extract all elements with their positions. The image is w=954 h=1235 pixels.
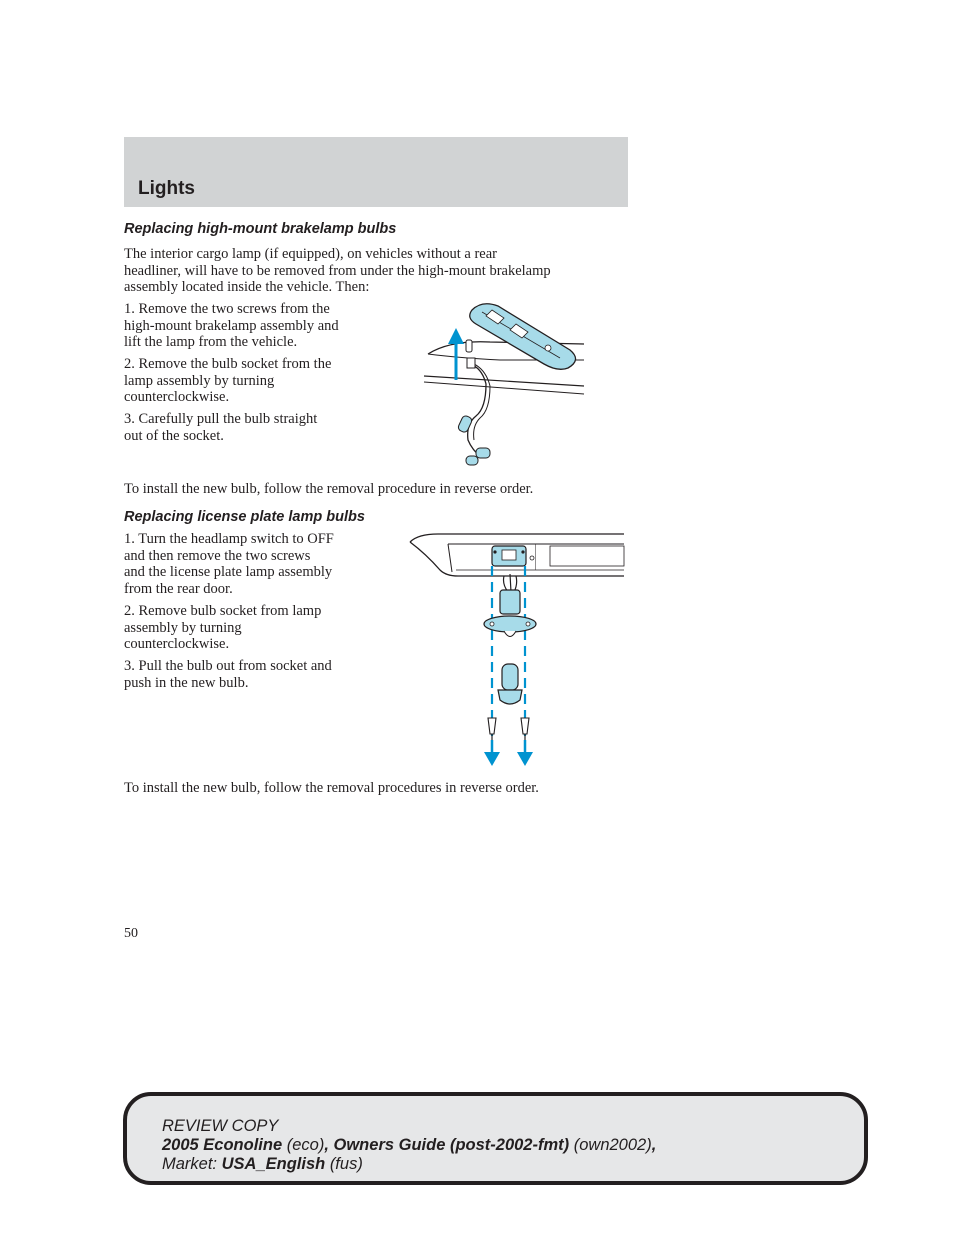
guide-code: (own2002) <box>573 1136 652 1154</box>
step-line: from the rear door. <box>124 580 233 597</box>
high-mount-intro <box>124 246 634 296</box>
step-line: lift the lamp from the vehicle. <box>124 334 298 350</box>
separator: , <box>651 1136 657 1154</box>
high-mount-step-3 <box>124 411 379 444</box>
license-plate-step-1 <box>124 531 379 597</box>
guide-name: Owners Guide (post-2002-fmt) <box>333 1136 570 1154</box>
step-line: 1. Turn the headlamp switch to OFF <box>124 531 334 547</box>
intro-line: The interior cargo lamp (if equipped), on vehicles without a rear <box>124 246 497 262</box>
step-line: lamp assembly by turning <box>124 372 275 389</box>
section-title: Lights <box>138 178 195 199</box>
high-mount-heading: Replacing high-mount brakelamp bulbs <box>124 221 397 237</box>
intro-line: headliner, will have to be removed from under the high-mount brakelamp <box>124 262 551 279</box>
license-plate-step-2 <box>124 603 379 653</box>
review-label: REVIEW COPY <box>162 1117 279 1135</box>
license-plate-step-3 <box>124 658 379 691</box>
license-plate-lamp-illustration <box>408 530 626 768</box>
step-line: 3. Pull the bulb out from socket and <box>124 658 332 674</box>
license-plate-install-note: To install the new bulb, follow the removal procedures in reverse order. <box>124 780 539 796</box>
intro-line: assembly located inside the vehicle. Then: <box>124 279 370 295</box>
step-line: 2. Remove bulb socket from lamp <box>124 603 322 619</box>
review-copy-footer-text <box>162 1117 656 1174</box>
market-label: Market: <box>162 1155 218 1173</box>
high-mount-step-1 <box>124 301 379 351</box>
separator: , <box>324 1136 329 1154</box>
step-line: assembly by turning <box>124 619 242 636</box>
step-line: and then remove the two screws <box>124 547 311 564</box>
section-header-band <box>124 137 628 207</box>
market-name: USA_English <box>221 1155 326 1173</box>
step-line: counterclockwise. <box>124 636 230 652</box>
step-line: counterclockwise. <box>124 389 230 405</box>
market-code: (fus) <box>329 1155 363 1173</box>
high-mount-brakelamp-illustration <box>420 298 590 470</box>
step-line: high-mount brakelamp assembly and <box>124 317 339 334</box>
step-line: 3. Carefully pull the bulb straight <box>124 411 318 427</box>
model-code: (eco) <box>286 1136 325 1154</box>
model-name: 2005 Econoline <box>162 1136 283 1154</box>
step-line: 2. Remove the bulb socket from the <box>124 356 332 372</box>
step-line: out of the socket. <box>124 427 224 444</box>
high-mount-step-2 <box>124 356 379 406</box>
page-number: 50 <box>124 926 138 941</box>
step-line: push in the new bulb. <box>124 674 249 691</box>
license-plate-heading: Replacing license plate lamp bulbs <box>124 509 365 525</box>
step-line: 1. Remove the two screws from the <box>124 301 330 317</box>
step-line: and the license plate lamp assembly <box>124 564 333 580</box>
high-mount-install-note: To install the new bulb, follow the removal procedure in reverse order. <box>124 481 534 497</box>
